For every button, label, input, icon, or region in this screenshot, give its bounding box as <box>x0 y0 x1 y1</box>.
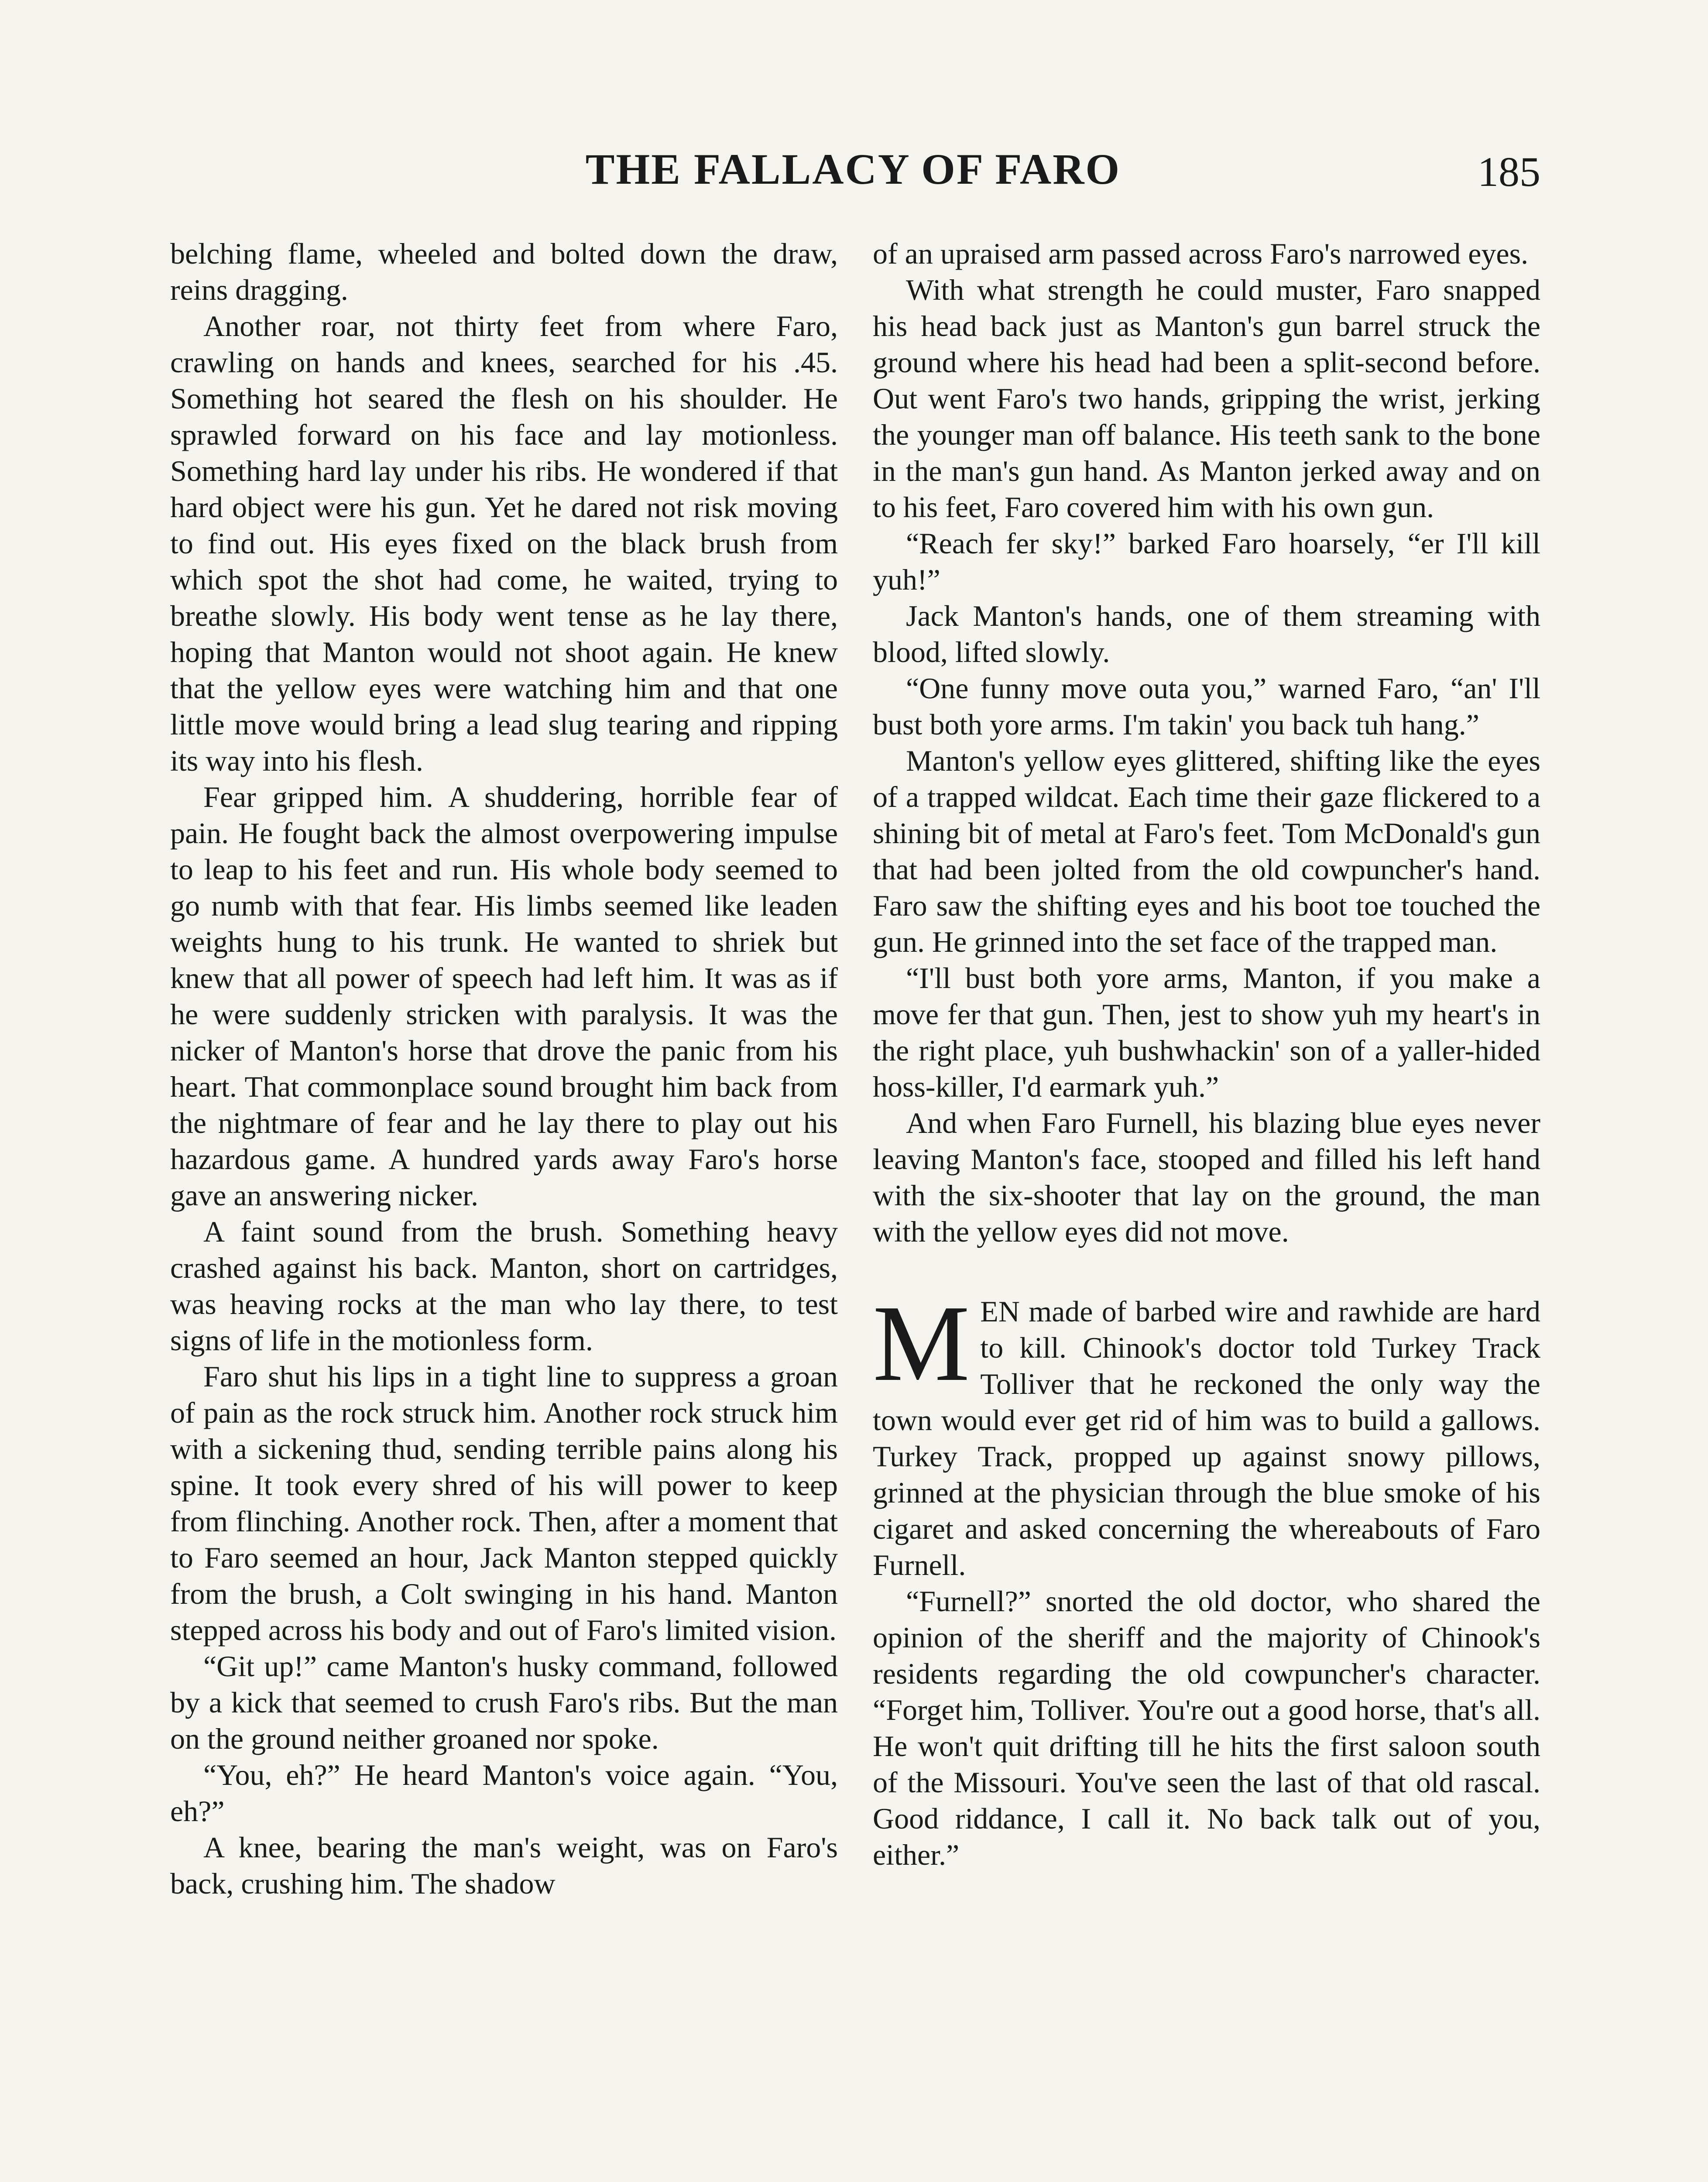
paragraph: “You, eh?” He heard Manton's voice again. “You, eh?” <box>170 1758 838 1828</box>
paragraph: “One funny move outa you,” warned Faro, “an' I'll bust both yore arms. I'm takin' you back tuh hang.” <box>873 672 1540 741</box>
paragraph: Fear gripped him. A shuddering, horrible fear of pain. He fought back the almost overpowering impulse to leap to his feet and run. His whole body seemed to go numb with that fear. His limbs seemed like leaden weights hung to his trunk. He wanted to shriek but knew that all power of speech had left him. It was as if he were suddenly stricken with paralysis. It was the nicker of Manton's horse that drove the panic from his heart. That commonplace sound brought him back from the nightmare of fear and he lay there to play out his hazardous game. A hundred yards away Faro's horse gave an answering nicker. <box>170 780 838 1212</box>
paragraph: “Git up!” came Manton's husky command, followed by a kick that seemed to crush Faro's ribs. But the man on the ground neither groaned nor spoke. <box>170 1650 838 1755</box>
paragraph: Jack Manton's hands, one of them streaming with blood, lifted slowly. <box>873 599 1540 669</box>
paragraph: A knee, bearing the man's weight, was on Faro's back, crushing him. The shadow <box>170 1831 838 1900</box>
paragraph: “Furnell?” snorted the old doctor, who shared the opinion of the sheriff and the majority of Chinook's residents regarding the old cowpuncher's character. “Forget him, Tolliver. You're out a good horse, that's all. He won't quit drifting till he hits the first saloon south of the Missouri. You've seen the last of that old rascal. Good riddance, I call it. No back talk out of you, either.” <box>873 1585 1540 1871</box>
paragraph: of an upraised arm passed across Faro's narrowed eyes. <box>873 237 1529 270</box>
paragraph: A faint sound from the brush. Something heavy crashed against his back. Manton, short on cartridges, was heaving rocks at the man who lay there, to test signs of life in the motionless form. <box>170 1215 838 1357</box>
running-head <box>166 144 1540 209</box>
paragraph: Faro shut his lips in a tight line to suppress a groan of pain as the rock struck him. Another rock struck him with a sickening thud, sending terrible pains along his spine. It took every shred of his will power to keep from flinching. Another rock. Then, after a moment that to Faro seemed an hour, Jack Manton stepped quickly from the brush, a Colt swinging in his hand. Manton stepped across his body and out of Faro's limited vision. <box>170 1360 838 1647</box>
paragraph: “I'll bust both yore arms, Manton, if you make a move fer that gun. Then, jest to show yuh my heart's in the right place, yuh bushwhackin' son of a yaller-hided hoss-killer, I'd earmark yuh.” <box>873 961 1540 1103</box>
paragraph: belching flame, wheeled and bolted down the draw, reins dragging. <box>170 237 838 306</box>
paragraph-text: EN made of barbed wire and rawhide are hard to kill. Chinook's doctor told Turkey Track Tolliver that he reckoned the only way the town would ever get rid of him was to build a gallows. Turkey Track, propped up against snowy pillows, grinned at the physician through the blue smoke of his cigaret and asked concerning the whereabouts of Faro Furnell. <box>873 1295 1540 1582</box>
paragraph: Manton's yellow eyes glittered, shifting like the eyes of a trapped wildcat. Each time their gaze flickered to a shining bit of metal at Faro's feet. Tom McDonald's gun that had been jolted from the old cowpuncher's hand. Faro saw the shifting eyes and his boot toe touched the gun. He grinned into the set face of the trapped man. <box>873 744 1540 958</box>
page-title: THE FALLACY OF FARO <box>585 145 1121 193</box>
paragraph: Another roar, not thirty feet from where Faro, crawling on hands and knees, searched for his .45. Something hot seared the flesh on his shoulder. He sprawled forward on his face and lay motionless. Something hard lay under his ribs. He wondered if that hard object were his gun. Yet he dared not risk moving to find out. His eyes fixed on the black brush from which spot the shot had come, he waited, trying to breathe slowly. His body went tense as he lay there, hoping that Manton would not shoot again. He knew that the yellow eyes were watching him and that one little move would bring a lead slug tearing and ripping its way into his flesh. <box>170 309 838 777</box>
paragraph: “Reach fer sky!” barked Faro hoarsely, “er I'll kill yuh!” <box>873 527 1540 596</box>
left-column <box>170 236 838 1902</box>
right-column <box>873 236 1540 1873</box>
section-paragraph <box>873 1283 1540 1583</box>
drop-cap: M <box>873 1283 970 1404</box>
page-number: 185 <box>1478 148 1540 195</box>
paragraph: And when Faro Furnell, his blazing blue eyes never leaving Manton's face, stooped and filled his left hand with the six-shooter that lay on the ground, the man with the yellow eyes did not move. <box>873 1106 1540 1248</box>
paragraph: With what strength he could muster, Faro snapped his head back just as Manton's gun barrel struck the ground where his head had been a split-second before. Out went Faro's two hands, gripping the wrist, jerking the younger man off balance. His teeth sank to the bone in the man's gun hand. As Manton jerked away and on to his feet, Faro covered him with his own gun. <box>873 273 1540 524</box>
